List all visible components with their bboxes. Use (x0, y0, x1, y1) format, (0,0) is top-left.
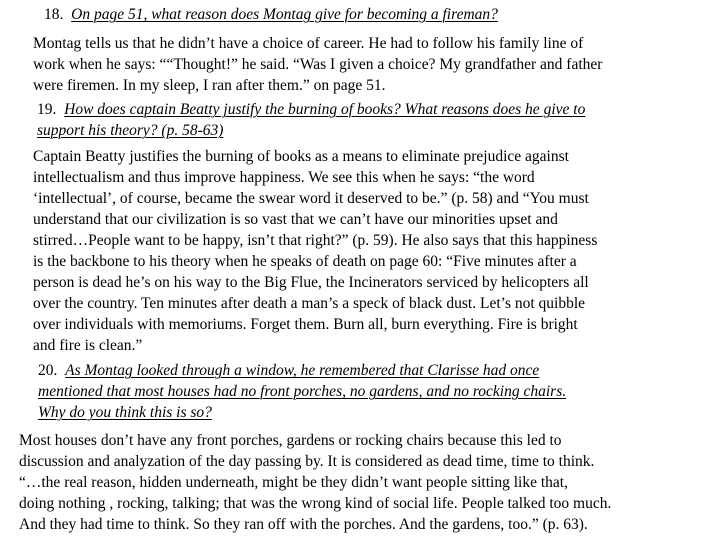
answer-line: ‘intellectual’, of course, became the swear word it deserved to be.” (p. 58) and “You must (33, 190, 589, 207)
answer-line: Montag tells us that he didn’t have a choice of career. He had to follow his family line of (33, 35, 584, 52)
question-text: mentioned that most houses had no front porches, no gardens, and no rocking chairs. (38, 383, 567, 400)
question-line (37, 120, 585, 141)
question-line (38, 381, 566, 402)
answer-line: person is dead he’s on his way to the Big Flue, the Incinerators serviced by helicopters all (33, 274, 589, 291)
question-line (38, 360, 566, 381)
answer-line: And they had time to think. So they ran off with the porches. And the gardens, too.” (p. 63). (19, 516, 588, 533)
question-text: As Montag looked through a window, he remembered that Clarisse had once (65, 362, 540, 379)
answer-line: over the country. Ten minutes after death a man’s a speck of black dust. Let’s not quibble (33, 295, 586, 312)
answer-19 (33, 146, 597, 356)
answer-line: Most houses don’t have any front porches, gardens or rocking chairs because this led to (19, 432, 562, 449)
question-number: 20. (38, 362, 58, 379)
question-text: How does captain Beatty justify the burning of books? What reasons does he give to (64, 101, 586, 118)
answer-line: stirred…People want to be happy, isn’t that right?” (p. 59). He also says that this happiness (33, 232, 598, 249)
answer-line: is the backbone to his theory when he speaks of death on page 60: “Five minutes after a (33, 253, 577, 270)
answer-line: discussion and analyzation of the day passing by. It is considered as dead time, time to think. (19, 453, 595, 470)
answer-line: “…the real reason, hidden underneath, might be they didn’t want people sitting like that, (19, 474, 568, 491)
question-19 (37, 99, 585, 141)
question-text: Why do you think this is so? (38, 404, 212, 421)
question-18 (44, 4, 498, 25)
question-line (44, 4, 498, 25)
answer-line: Captain Beatty justifies the burning of books as a means to eliminate prejudice against (33, 148, 569, 165)
question-text: On page 51, what reason does Montag give for becoming a fireman? (71, 6, 498, 23)
question-line (38, 402, 566, 423)
answer-line: work when he says: ““Thought!” he said. “Was I given a choice? My grandfather and father (33, 56, 603, 73)
answer-20 (19, 430, 611, 535)
question-number: 19. (37, 101, 57, 118)
question-number: 18. (44, 6, 64, 23)
answer-line: and fire is clean.” (33, 337, 143, 354)
question-20 (38, 360, 566, 423)
question-line (37, 99, 585, 120)
answer-line: doing nothing , rocking, talking; that was the wrong kind of social life. People talked too much. (19, 495, 612, 512)
question-text: support his theory? (p. 58-63) (37, 122, 224, 139)
answer-line: over individuals with memoriums. Forget them. Burn all, burn everything. Fire is bright (33, 316, 578, 333)
answer-18 (33, 33, 602, 96)
answer-line: intellectualism and thus improve happiness. We see this when he says: “the word (33, 169, 535, 186)
answer-line: were firemen. In my sleep, I ran after them.” on page 51. (33, 77, 386, 94)
answer-line: understand that our civilization is so vast that we can’t have our minorities upset and (33, 211, 558, 228)
